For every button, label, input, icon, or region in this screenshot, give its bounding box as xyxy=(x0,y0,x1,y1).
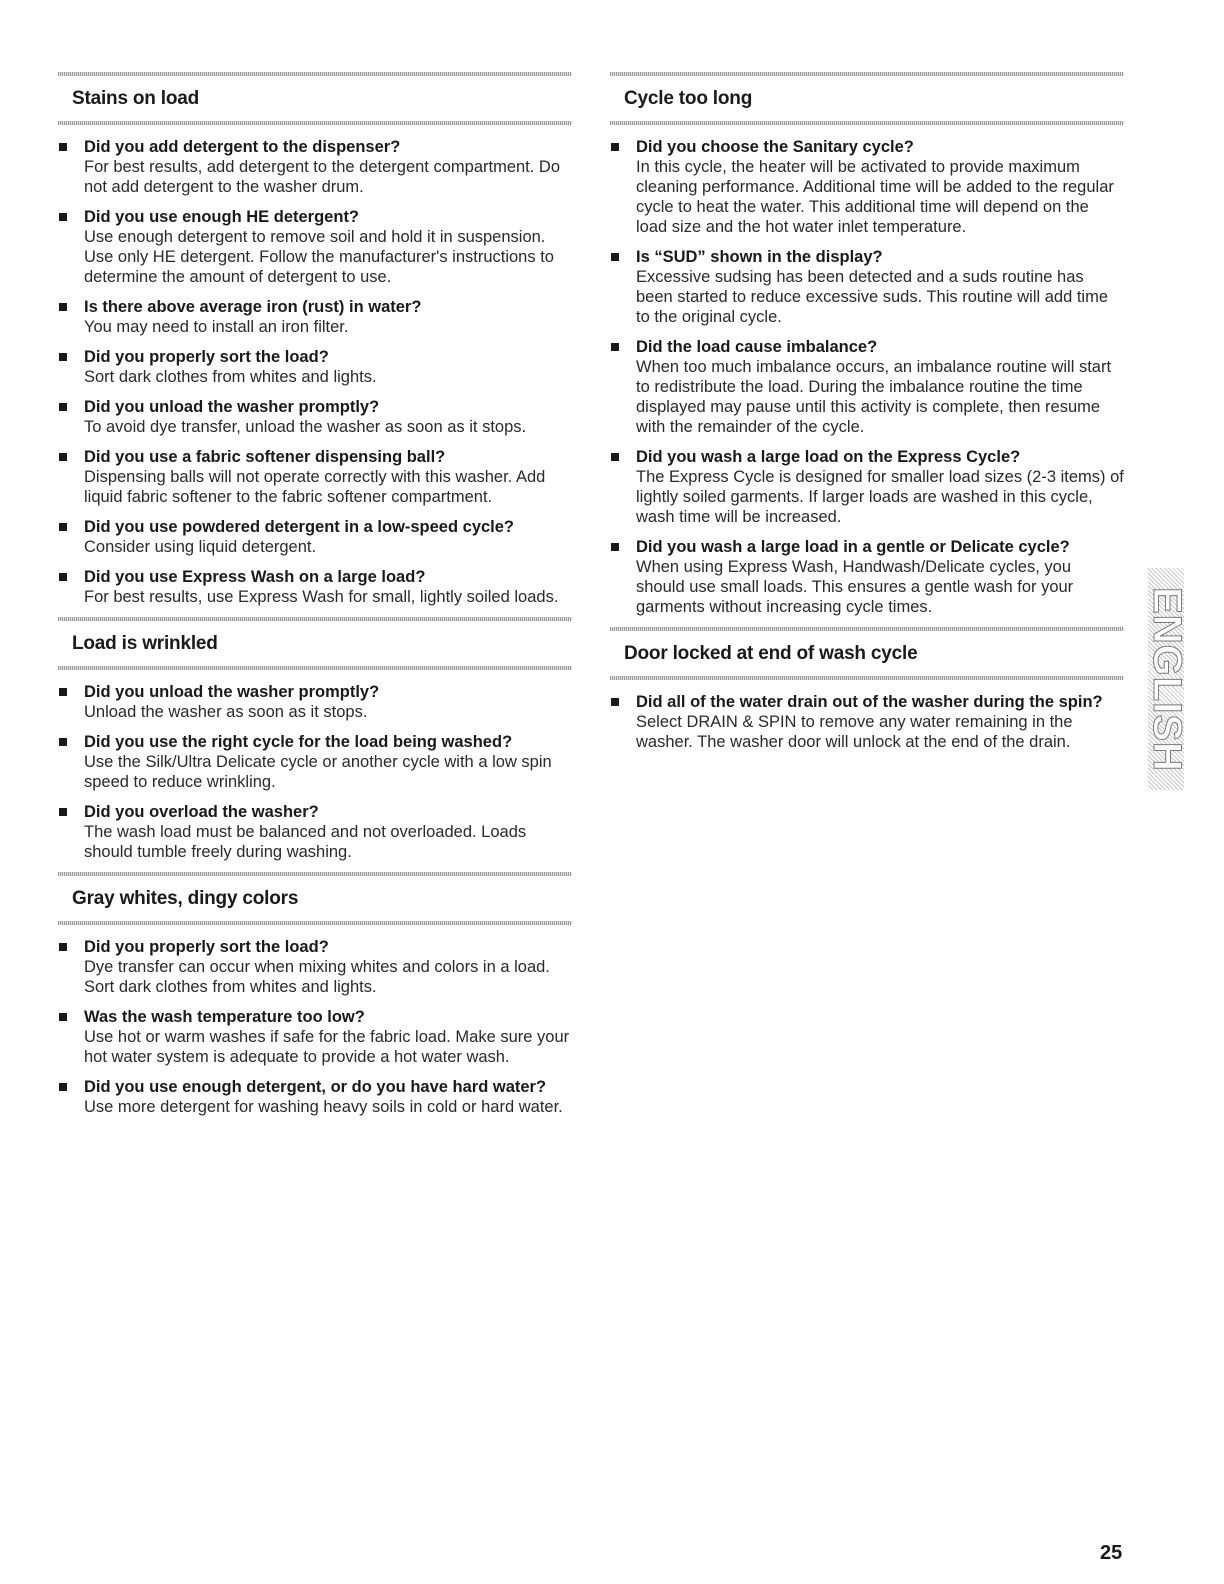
square-bullet-icon xyxy=(59,523,67,531)
square-bullet-icon xyxy=(611,253,619,261)
section-header xyxy=(58,621,572,666)
question: Did you choose the Sanitary cycle? xyxy=(636,138,914,156)
square-bullet-icon xyxy=(59,143,67,151)
section-title: Cycle too long xyxy=(624,88,753,109)
question-list xyxy=(58,137,572,607)
square-bullet-icon xyxy=(59,943,67,951)
question: Is “SUD” shown in the display? xyxy=(636,248,883,266)
list-item xyxy=(58,297,572,337)
answer: You may need to install an iron filter. xyxy=(84,318,349,336)
answer: Use hot or warm washes if safe for the fabric load. Make sure your hot water system is adequate to provide a hot water wash. xyxy=(84,1028,570,1066)
language-tab-label: ENGLISH xyxy=(1144,586,1189,772)
question: Did you use powdered detergent in a low-speed cycle? xyxy=(84,518,515,536)
section-gray-whites xyxy=(58,872,572,1117)
question: Did you use the right cycle for the load being washed? xyxy=(84,733,513,751)
question: Did you use Express Wash on a large load? xyxy=(84,568,426,586)
left-column xyxy=(58,72,572,1127)
section-header xyxy=(58,76,572,121)
square-bullet-icon xyxy=(611,453,619,461)
list-item xyxy=(58,397,572,437)
question: Did you properly sort the load? xyxy=(84,348,329,366)
square-bullet-icon xyxy=(59,213,67,221)
language-side-tab xyxy=(1144,568,1189,790)
divider xyxy=(58,121,572,125)
list-item xyxy=(58,1077,572,1117)
square-bullet-icon xyxy=(59,688,67,696)
square-bullet-icon xyxy=(611,698,619,706)
answer: Unload the washer as soon as it stops. xyxy=(84,703,368,721)
list-item xyxy=(58,1007,572,1067)
section-title: Load is wrinkled xyxy=(72,633,218,654)
question: Did all of the water drain out of the washer during the spin? xyxy=(636,693,1103,711)
question-list xyxy=(58,682,572,862)
answer: Use more detergent for washing heavy soils in cold or hard water. xyxy=(84,1098,563,1116)
list-item xyxy=(610,447,1124,527)
square-bullet-icon xyxy=(59,303,67,311)
square-bullet-icon xyxy=(59,808,67,816)
question: Did you use a fabric softener dispensing ball? xyxy=(84,448,446,466)
square-bullet-icon xyxy=(59,573,67,581)
section-header xyxy=(58,876,572,921)
square-bullet-icon xyxy=(611,343,619,351)
answer: In this cycle, the heater will be activated to provide maximum cleaning performance. Additional time will be added to the regular cycle to heat the water. This additional time will depend on the load size and the hot water inlet temperature. xyxy=(636,158,1114,236)
list-item xyxy=(610,537,1124,617)
list-item xyxy=(610,337,1124,437)
list-item xyxy=(58,802,572,862)
square-bullet-icon xyxy=(611,143,619,151)
list-item xyxy=(610,137,1124,237)
divider xyxy=(610,121,1124,125)
section-door-locked xyxy=(610,627,1124,752)
divider xyxy=(58,666,572,670)
question: Did you unload the washer promptly? xyxy=(84,398,380,416)
divider xyxy=(610,676,1124,680)
list-item xyxy=(58,567,572,607)
square-bullet-icon xyxy=(59,1013,67,1021)
question: Did you use enough HE detergent? xyxy=(84,208,360,226)
question: Did you properly sort the load? xyxy=(84,938,329,956)
answer: The wash load must be balanced and not overloaded. Loads should tumble freely during washing. xyxy=(84,823,527,861)
question: Did you unload the washer promptly? xyxy=(84,683,380,701)
list-item xyxy=(58,517,572,557)
answer: Excessive sudsing has been detected and a suds routine has been started to reduce excessive suds. This routine will add time to the original cycle. xyxy=(636,268,1109,326)
answer: Dye transfer can occur when mixing whites and colors in a load. Sort dark clothes from whites and lights. xyxy=(84,958,550,996)
answer: Use enough detergent to remove soil and hold it in suspension. Use only HE detergent. Follow the manufacturer's instructions to determine the amount of detergent to use. xyxy=(84,228,554,286)
section-cycle-too-long xyxy=(610,72,1124,617)
list-item xyxy=(58,937,572,997)
question: Did you add detergent to the dispenser? xyxy=(84,138,401,156)
square-bullet-icon xyxy=(59,1083,67,1091)
section-load-is-wrinkled xyxy=(58,617,572,862)
answer: Dispensing balls will not operate correctly with this washer. Add liquid fabric softener to the fabric softener compartment. xyxy=(84,468,546,506)
answer: For best results, add detergent to the detergent compartment. Do not add detergent to the washer drum. xyxy=(84,158,561,196)
page-number: 25 xyxy=(1100,1542,1123,1564)
section-title: Gray whites, dingy colors xyxy=(72,888,299,909)
answer: Consider using liquid detergent. xyxy=(84,538,317,556)
list-item xyxy=(58,137,572,197)
question-list xyxy=(58,937,572,1117)
question: Did you overload the washer? xyxy=(84,803,319,821)
list-item xyxy=(610,692,1124,752)
answer: When using Express Wash, Handwash/Delicate cycles, you should use small loads. This ensures a gentle wash for your garments without increasing cycle times. xyxy=(636,558,1074,616)
question-list xyxy=(610,137,1124,617)
answer: Use the Silk/Ultra Delicate cycle or another cycle with a low spin speed to reduce wrinkling. xyxy=(84,753,552,791)
question: Did you use enough detergent, or do you have hard water? xyxy=(84,1078,547,1096)
question: Was the wash temperature too low? xyxy=(84,1008,365,1026)
answer: Sort dark clothes from whites and lights. xyxy=(84,368,377,386)
answer: The Express Cycle is designed for smaller load sizes (2-3 items) of lightly soiled garments. If larger loads are washed in this cycle, wash time will be increased. xyxy=(636,468,1124,526)
question: Is there above average iron (rust) in water? xyxy=(84,298,422,316)
question-list xyxy=(610,692,1124,752)
square-bullet-icon xyxy=(59,453,67,461)
question: Did you wash a large load on the Express Cycle? xyxy=(636,448,1021,466)
section-title: Door locked at end of wash cycle xyxy=(624,643,918,664)
square-bullet-icon xyxy=(59,738,67,746)
list-item xyxy=(58,732,572,792)
square-bullet-icon xyxy=(59,403,67,411)
section-title: Stains on load xyxy=(72,88,200,109)
list-item xyxy=(58,207,572,287)
list-item xyxy=(58,347,572,387)
divider xyxy=(58,921,572,925)
square-bullet-icon xyxy=(59,353,67,361)
section-header xyxy=(610,631,1124,676)
answer: For best results, use Express Wash for small, lightly soiled loads. xyxy=(84,588,559,606)
section-header xyxy=(610,76,1124,121)
question: Did the load cause imbalance? xyxy=(636,338,878,356)
answer: To avoid dye transfer, unload the washer as soon as it stops. xyxy=(84,418,527,436)
list-item xyxy=(58,447,572,507)
section-stains-on-load xyxy=(58,72,572,607)
right-column xyxy=(610,72,1124,762)
list-item xyxy=(58,682,572,722)
square-bullet-icon xyxy=(611,543,619,551)
answer: When too much imbalance occurs, an imbalance routine will start to redistribute the load. During the imbalance routine the time displayed may pause until this activity is complete, then resume with the remainder of the cycle. xyxy=(636,358,1112,436)
answer: Select DRAIN & SPIN to remove any water remaining in the washer. The washer door will unlock at the end of the drain. xyxy=(636,713,1073,751)
list-item xyxy=(610,247,1124,327)
question: Did you wash a large load in a gentle or Delicate cycle? xyxy=(636,538,1070,556)
